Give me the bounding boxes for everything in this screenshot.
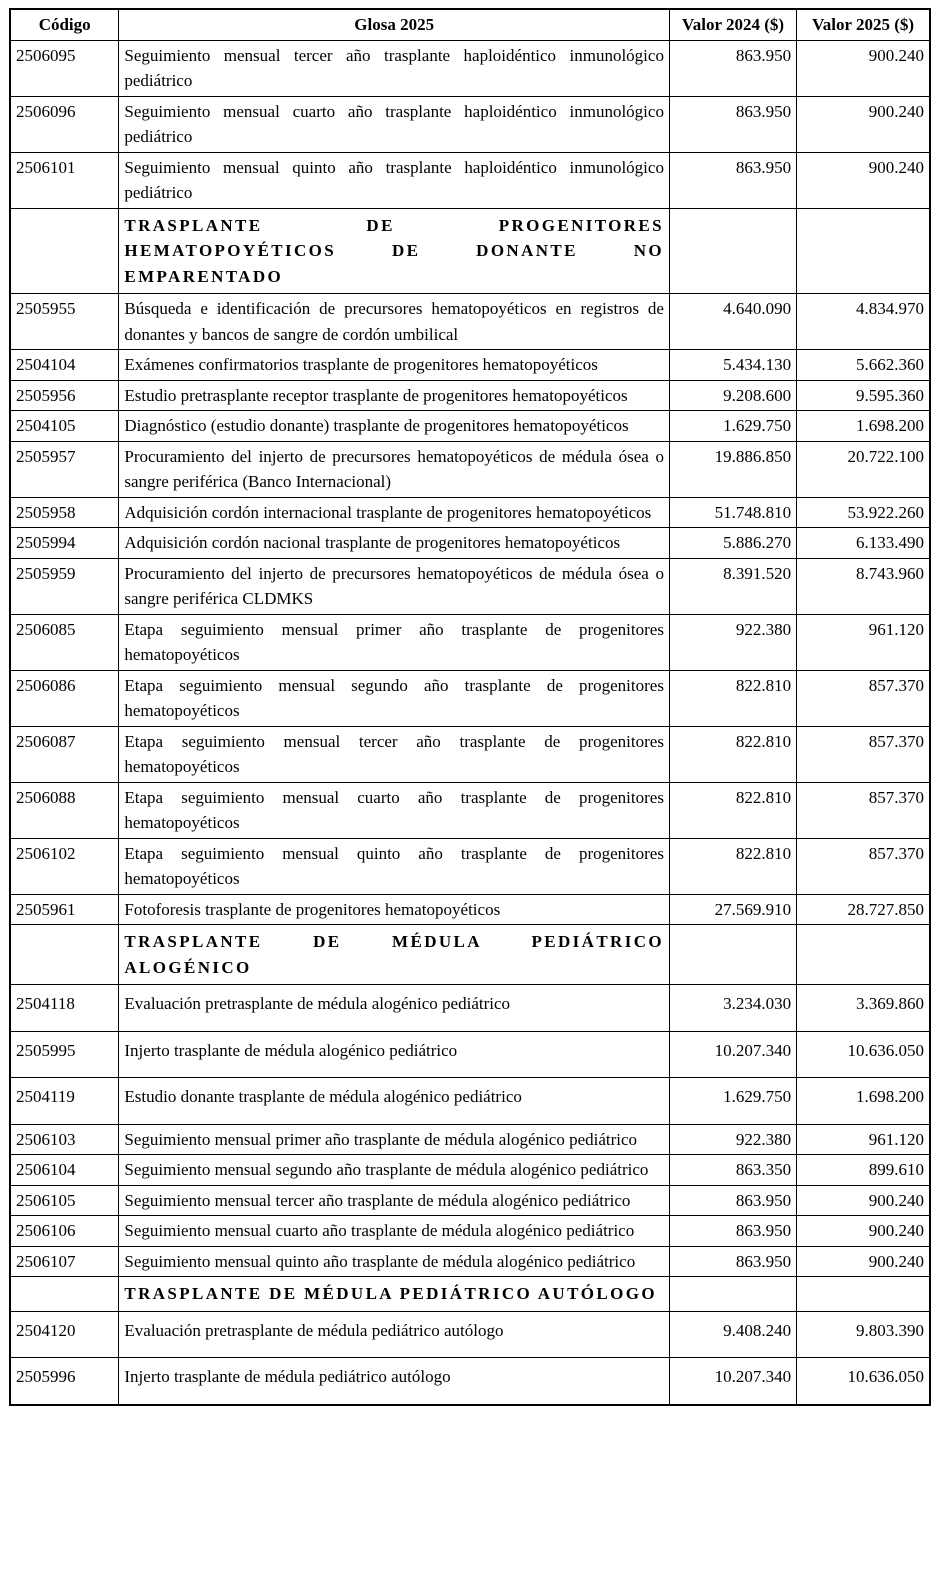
valor-2025-cell: 857.370 bbox=[797, 782, 930, 838]
valor-2024-cell: 5.886.270 bbox=[669, 528, 796, 559]
valor-2024-cell: 863.950 bbox=[669, 40, 796, 96]
table-row bbox=[10, 528, 930, 559]
valor-2024-cell: 863.950 bbox=[669, 152, 796, 208]
valor-2025-cell: 899.610 bbox=[797, 1155, 930, 1186]
valor-2025-cell: 6.133.490 bbox=[797, 528, 930, 559]
codigo-cell: 2505996 bbox=[10, 1358, 119, 1405]
glosa-cell: Etapa seguimiento mensual quinto año trasplante de progenitores hematopoyéticos bbox=[119, 838, 670, 894]
tariff-table bbox=[9, 8, 931, 1406]
valor-2024-cell: 863.950 bbox=[669, 96, 796, 152]
section-row bbox=[10, 1277, 930, 1312]
valor-2024-cell: 4.640.090 bbox=[669, 294, 796, 350]
section-row bbox=[10, 208, 930, 294]
valor-2025-cell: 9.803.390 bbox=[797, 1311, 930, 1358]
codigo-cell bbox=[10, 1277, 119, 1312]
valor-2024-cell: 1.629.750 bbox=[669, 1078, 796, 1125]
codigo-cell: 2506087 bbox=[10, 726, 119, 782]
valor-2025-cell: 961.120 bbox=[797, 1124, 930, 1155]
glosa-cell: Fotoforesis trasplante de progenitores hematopoyéticos bbox=[119, 894, 670, 925]
codigo-cell bbox=[10, 925, 119, 985]
valor-2024-cell: 822.810 bbox=[669, 838, 796, 894]
valor-2024-cell: 10.207.340 bbox=[669, 1031, 796, 1078]
glosa-cell: Injerto trasplante de médula alogénico pediátrico bbox=[119, 1031, 670, 1078]
valor-2025-cell: 857.370 bbox=[797, 838, 930, 894]
header-row bbox=[10, 9, 930, 40]
valor-2025-cell: 900.240 bbox=[797, 1216, 930, 1247]
table-row bbox=[10, 838, 930, 894]
valor-2025-cell: 900.240 bbox=[797, 96, 930, 152]
glosa-cell: Seguimiento mensual cuarto año trasplante de médula alogénico pediátrico bbox=[119, 1216, 670, 1247]
valor-2025-cell: 10.636.050 bbox=[797, 1031, 930, 1078]
glosa-cell: Injerto trasplante de médula pediátrico autólogo bbox=[119, 1358, 670, 1405]
glosa-cell: Seguimiento mensual tercer año trasplante de médula alogénico pediátrico bbox=[119, 1185, 670, 1216]
table-row bbox=[10, 726, 930, 782]
valor-2024-cell bbox=[669, 1277, 796, 1312]
table-row bbox=[10, 1124, 930, 1155]
table-row bbox=[10, 894, 930, 925]
glosa-cell: Diagnóstico (estudio donante) trasplante de progenitores hematopoyéticos bbox=[119, 411, 670, 442]
valor-2024-cell: 922.380 bbox=[669, 1124, 796, 1155]
codigo-cell bbox=[10, 208, 119, 294]
codigo-cell: 2506088 bbox=[10, 782, 119, 838]
table-row bbox=[10, 614, 930, 670]
valor-2025-cell: 4.834.970 bbox=[797, 294, 930, 350]
valor-2025-cell: 53.922.260 bbox=[797, 497, 930, 528]
valor-2024-cell: 822.810 bbox=[669, 670, 796, 726]
table-row bbox=[10, 1311, 930, 1358]
valor-2024-cell: 10.207.340 bbox=[669, 1358, 796, 1405]
valor-2025-cell: 900.240 bbox=[797, 1246, 930, 1277]
table-row bbox=[10, 380, 930, 411]
col-header-valor-2024: Valor 2024 ($) bbox=[669, 9, 796, 40]
col-header-codigo: Código bbox=[10, 9, 119, 40]
codigo-cell: 2504119 bbox=[10, 1078, 119, 1125]
valor-2025-cell bbox=[797, 1277, 930, 1312]
table-row bbox=[10, 441, 930, 497]
codigo-cell: 2504118 bbox=[10, 985, 119, 1032]
codigo-cell: 2504120 bbox=[10, 1311, 119, 1358]
glosa-cell: Procuramiento del injerto de precursores hematopoyéticos de médula ósea o sangre periférica CLDMKS bbox=[119, 558, 670, 614]
valor-2025-cell: 10.636.050 bbox=[797, 1358, 930, 1405]
col-header-valor-2025: Valor 2025 ($) bbox=[797, 9, 930, 40]
table-row bbox=[10, 1358, 930, 1405]
valor-2025-cell: 28.727.850 bbox=[797, 894, 930, 925]
valor-2024-cell: 863.950 bbox=[669, 1246, 796, 1277]
valor-2024-cell: 922.380 bbox=[669, 614, 796, 670]
codigo-cell: 2505995 bbox=[10, 1031, 119, 1078]
valor-2025-cell: 900.240 bbox=[797, 1185, 930, 1216]
valor-2024-cell: 27.569.910 bbox=[669, 894, 796, 925]
table-row bbox=[10, 350, 930, 381]
codigo-cell: 2505994 bbox=[10, 528, 119, 559]
codigo-cell: 2506086 bbox=[10, 670, 119, 726]
valor-2025-cell: 5.662.360 bbox=[797, 350, 930, 381]
table-row bbox=[10, 152, 930, 208]
valor-2024-cell: 1.629.750 bbox=[669, 411, 796, 442]
valor-2025-cell: 900.240 bbox=[797, 40, 930, 96]
glosa-cell: Procuramiento del injerto de precursores hematopoyéticos de médula ósea o sangre periférica (Banco Internacional) bbox=[119, 441, 670, 497]
valor-2024-cell: 19.886.850 bbox=[669, 441, 796, 497]
table-row bbox=[10, 96, 930, 152]
valor-2024-cell: 822.810 bbox=[669, 782, 796, 838]
valor-2024-cell bbox=[669, 925, 796, 985]
codigo-cell: 2504104 bbox=[10, 350, 119, 381]
table-row bbox=[10, 558, 930, 614]
glosa-cell: Adquisición cordón nacional trasplante de progenitores hematopoyéticos bbox=[119, 528, 670, 559]
valor-2025-cell: 8.743.960 bbox=[797, 558, 930, 614]
codigo-cell: 2506096 bbox=[10, 96, 119, 152]
codigo-cell: 2505958 bbox=[10, 497, 119, 528]
valor-2025-cell: 3.369.860 bbox=[797, 985, 930, 1032]
codigo-cell: 2506104 bbox=[10, 1155, 119, 1186]
valor-2024-cell: 9.408.240 bbox=[669, 1311, 796, 1358]
codigo-cell: 2506105 bbox=[10, 1185, 119, 1216]
table-row bbox=[10, 670, 930, 726]
table-row bbox=[10, 1185, 930, 1216]
glosa-cell: Evaluación pretrasplante de médula pediátrico autólogo bbox=[119, 1311, 670, 1358]
codigo-cell: 2506101 bbox=[10, 152, 119, 208]
codigo-cell: 2505955 bbox=[10, 294, 119, 350]
valor-2025-cell: 961.120 bbox=[797, 614, 930, 670]
section-title: TRASPLANTE DE MÉDULA PEDIÁTRICO ALOGÉNICO bbox=[119, 925, 670, 985]
codigo-cell: 2505957 bbox=[10, 441, 119, 497]
valor-2024-cell: 5.434.130 bbox=[669, 350, 796, 381]
table-row bbox=[10, 1246, 930, 1277]
section-row bbox=[10, 925, 930, 985]
glosa-cell: Etapa seguimiento mensual segundo año trasplante de progenitores hematopoyéticos bbox=[119, 670, 670, 726]
valor-2024-cell: 3.234.030 bbox=[669, 985, 796, 1032]
valor-2025-cell bbox=[797, 925, 930, 985]
codigo-cell: 2505961 bbox=[10, 894, 119, 925]
valor-2024-cell: 9.208.600 bbox=[669, 380, 796, 411]
glosa-cell: Seguimiento mensual cuarto año trasplante haploidéntico inmunológico pediátrico bbox=[119, 96, 670, 152]
table-row bbox=[10, 1031, 930, 1078]
valor-2025-cell: 20.722.100 bbox=[797, 441, 930, 497]
col-header-glosa: Glosa 2025 bbox=[119, 9, 670, 40]
glosa-cell: Adquisición cordón internacional trasplante de progenitores hematopoyéticos bbox=[119, 497, 670, 528]
glosa-cell: Seguimiento mensual quinto año trasplante haploidéntico inmunológico pediátrico bbox=[119, 152, 670, 208]
glosa-cell: Búsqueda e identificación de precursores hematopoyéticos en registros de donantes y bancos de sangre de cordón umbilical bbox=[119, 294, 670, 350]
valor-2025-cell: 1.698.200 bbox=[797, 411, 930, 442]
glosa-cell: Evaluación pretrasplante de médula alogénico pediátrico bbox=[119, 985, 670, 1032]
table-row bbox=[10, 1078, 930, 1125]
table-body bbox=[10, 40, 930, 1405]
valor-2025-cell: 857.370 bbox=[797, 670, 930, 726]
table-row bbox=[10, 1216, 930, 1247]
glosa-cell: Exámenes confirmatorios trasplante de progenitores hematopoyéticos bbox=[119, 350, 670, 381]
glosa-cell: Seguimiento mensual quinto año trasplante de médula alogénico pediátrico bbox=[119, 1246, 670, 1277]
table-row bbox=[10, 985, 930, 1032]
codigo-cell: 2506103 bbox=[10, 1124, 119, 1155]
valor-2025-cell: 857.370 bbox=[797, 726, 930, 782]
codigo-cell: 2506106 bbox=[10, 1216, 119, 1247]
valor-2025-cell bbox=[797, 208, 930, 294]
glosa-cell: Estudio pretrasplante receptor trasplante de progenitores hematopoyéticos bbox=[119, 380, 670, 411]
table-row bbox=[10, 411, 930, 442]
valor-2024-cell: 863.950 bbox=[669, 1185, 796, 1216]
codigo-cell: 2506107 bbox=[10, 1246, 119, 1277]
section-title: TRASPLANTE DE MÉDULA PEDIÁTRICO AUTÓLOGO bbox=[119, 1277, 670, 1312]
valor-2024-cell: 863.950 bbox=[669, 1216, 796, 1247]
glosa-cell: Estudio donante trasplante de médula alogénico pediátrico bbox=[119, 1078, 670, 1125]
table-row bbox=[10, 497, 930, 528]
table-row bbox=[10, 40, 930, 96]
table-row bbox=[10, 294, 930, 350]
codigo-cell: 2505956 bbox=[10, 380, 119, 411]
codigo-cell: 2505959 bbox=[10, 558, 119, 614]
valor-2024-cell: 51.748.810 bbox=[669, 497, 796, 528]
valor-2025-cell: 1.698.200 bbox=[797, 1078, 930, 1125]
glosa-cell: Etapa seguimiento mensual cuarto año trasplante de progenitores hematopoyéticos bbox=[119, 782, 670, 838]
glosa-cell: Seguimiento mensual primer año trasplante de médula alogénico pediátrico bbox=[119, 1124, 670, 1155]
valor-2024-cell bbox=[669, 208, 796, 294]
glosa-cell: Etapa seguimiento mensual primer año trasplante de progenitores hematopoyéticos bbox=[119, 614, 670, 670]
valor-2024-cell: 863.350 bbox=[669, 1155, 796, 1186]
glosa-cell: Seguimiento mensual segundo año trasplante de médula alogénico pediátrico bbox=[119, 1155, 670, 1186]
valor-2025-cell: 9.595.360 bbox=[797, 380, 930, 411]
section-title: TRASPLANTE DE PROGENITORES HEMATOPOYÉTICOS DE DONANTE NO EMPARENTADO bbox=[119, 208, 670, 294]
table-header bbox=[10, 9, 930, 40]
glosa-cell: Seguimiento mensual tercer año trasplante haploidéntico inmunológico pediátrico bbox=[119, 40, 670, 96]
table-row bbox=[10, 1155, 930, 1186]
codigo-cell: 2506102 bbox=[10, 838, 119, 894]
valor-2024-cell: 8.391.520 bbox=[669, 558, 796, 614]
codigo-cell: 2506085 bbox=[10, 614, 119, 670]
codigo-cell: 2506095 bbox=[10, 40, 119, 96]
glosa-cell: Etapa seguimiento mensual tercer año trasplante de progenitores hematopoyéticos bbox=[119, 726, 670, 782]
table-row bbox=[10, 782, 930, 838]
codigo-cell: 2504105 bbox=[10, 411, 119, 442]
valor-2025-cell: 900.240 bbox=[797, 152, 930, 208]
valor-2024-cell: 822.810 bbox=[669, 726, 796, 782]
